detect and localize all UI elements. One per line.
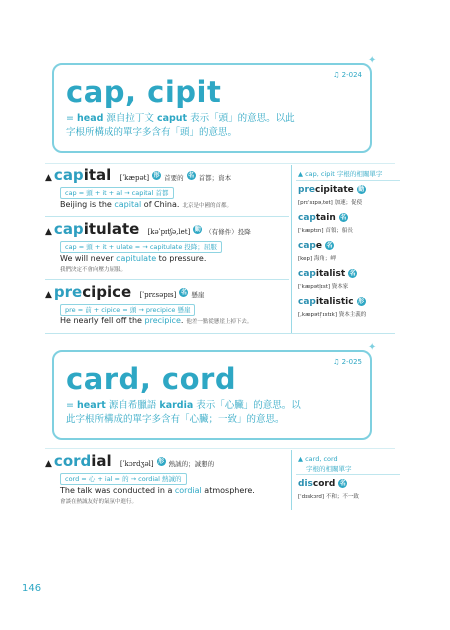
morphology-box: cord = 心 + ial = 的 → cordial 熱誠的 xyxy=(60,473,187,485)
entry-divider xyxy=(45,279,289,280)
entry-capital: ▲ capital [ˈkæpət] 形 首要的 名 首都；資本 xyxy=(45,166,232,184)
audio-track[interactable]: ♫ 2-025 xyxy=(333,358,362,366)
sidebar-def: [,kæpətl̩ˈɪstɪk] 資本主義的 xyxy=(298,312,367,318)
triangle-icon: ▲ xyxy=(45,173,52,183)
sidebar-word: captain 名 xyxy=(298,213,347,223)
sidebar-heading: ▲ card, cord xyxy=(298,455,338,463)
headphones-icon: ♫ xyxy=(333,71,340,79)
entry-capitulate: ▲ capitulate [kəˈpɪtʃə,let] 動 （有條件）投降 xyxy=(45,220,251,238)
triangle-icon: ▲ xyxy=(45,459,52,469)
entry-cordial: ▲ cordial [ˈkɔrdʒəl] 形 熱誠的；誠懇的 xyxy=(45,452,215,470)
triangle-icon: ▲ xyxy=(45,227,52,237)
column-divider xyxy=(291,165,292,333)
sidebar-def: [prɪˈsɪpə,tet] 加速；促使 xyxy=(298,200,363,206)
page-number: 146 xyxy=(22,583,42,594)
sidebar-heading: ▲ cap, cipit 字根的相關單字 xyxy=(298,170,383,178)
sidebar-word: capitalistic 形 xyxy=(298,297,365,307)
sidebar-heading-sub: 字根的相關單字 xyxy=(306,465,352,473)
sidebar-def: [kep] 海角；岬 xyxy=(298,256,336,262)
sidebar-def: [ˈkæptɪn] 首領；船長 xyxy=(298,228,353,234)
example-sentence: The talk was conducted in a cordial atmosphere. xyxy=(60,486,255,495)
entry-precipice: ▲ precipice [ˈprɛsəpɪs] 名 懸崖 xyxy=(45,283,205,301)
section-divider xyxy=(45,448,395,449)
root-title: cap, cipit xyxy=(66,75,222,109)
star-icon: ✦ xyxy=(368,342,377,353)
morphology-box: cap = 頭 + it + al → capital 首都 xyxy=(60,187,174,199)
root-box-cap xyxy=(52,63,372,153)
sidebar-def: [ˈkæpətl̩ɪst] 資本家 xyxy=(298,284,349,290)
root-box-card xyxy=(52,350,372,440)
triangle-icon: ▲ xyxy=(45,290,52,300)
sidebar-divider xyxy=(296,180,400,181)
example-sentence: Beijing is the capital of China. 北京是中國的首都。 xyxy=(60,200,232,209)
sidebar-divider xyxy=(296,474,400,475)
example-sentence: We will never capitulate to pressure. xyxy=(60,254,207,263)
triangle-icon: ▲ xyxy=(298,170,303,178)
example-sentence: He nearly fell off the precipice. 他差一點從懸崖上掉下去。 xyxy=(60,316,253,325)
sidebar-word: precipitate 動 xyxy=(298,185,365,195)
triangle-icon: ▲ xyxy=(298,455,303,463)
star-icon: ✦ xyxy=(368,55,377,66)
sidebar-word: discord 名 xyxy=(298,479,346,489)
root-description: = heart 源自希臘語 kardia 表示「心臟」的意思。以 此字根所構成的單字多含有「心臟；一致」的意思。 xyxy=(66,400,301,425)
section-divider xyxy=(45,163,395,164)
morphology-box: pre = 前 + cipice = 頭 → precipice 懸崖 xyxy=(60,304,195,316)
root-description: = head 源自拉丁文 caput 表示「頭」的意思。以此 字根所構成的單字多含有「頭」的意思。 xyxy=(66,113,295,138)
sidebar-word: capitalist 名 xyxy=(298,269,356,279)
sidebar-word: cape 名 xyxy=(298,241,333,251)
example-translation: 我們決定不會向壓力屈服。 xyxy=(60,267,127,273)
root-title: card, cord xyxy=(66,362,237,396)
entry-divider xyxy=(45,216,289,217)
headphones-icon: ♫ xyxy=(333,358,340,366)
audio-track[interactable]: ♫ 2-024 xyxy=(333,71,362,79)
column-divider xyxy=(291,450,292,510)
section-bottom-line xyxy=(45,333,395,334)
sidebar-def: [ˈdɪskɔrd] 不和；不一致 xyxy=(298,494,359,500)
example-translation: 會談在熱誠友好的氣氛中進行。 xyxy=(60,499,138,505)
morphology-box: cap = 頭 + it + ulate = → capitulate 投降；屈服 xyxy=(60,241,222,253)
